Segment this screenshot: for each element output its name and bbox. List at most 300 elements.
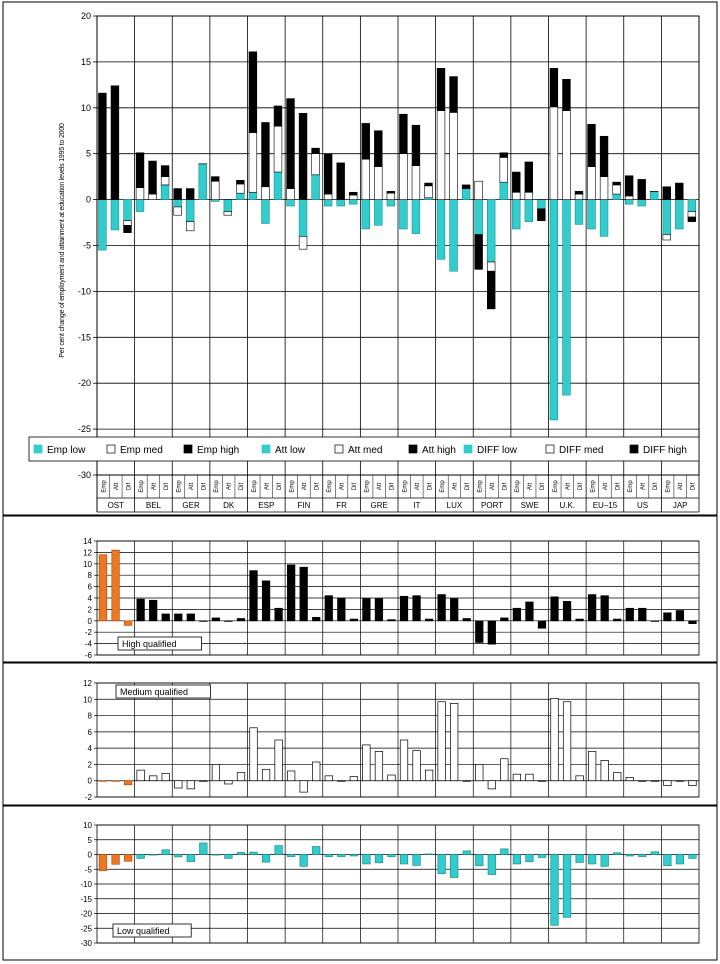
panel-bar xyxy=(338,781,346,782)
sub-label: Emp xyxy=(628,480,635,493)
panel-bar xyxy=(388,855,396,857)
main-bar-high xyxy=(412,125,420,165)
panel-bar xyxy=(476,621,484,643)
main-bar-med xyxy=(262,187,270,200)
main-bar-low xyxy=(161,185,169,200)
main-bar-high xyxy=(374,131,382,167)
sub-label: Att xyxy=(640,482,647,491)
main-bar-high xyxy=(475,234,483,269)
main-ytick-label: -25 xyxy=(77,424,91,435)
panel-bar xyxy=(225,621,233,622)
main-bar-low xyxy=(437,200,445,260)
sub-label: Att xyxy=(226,482,233,491)
panel-bar xyxy=(626,855,634,856)
main-bar-med xyxy=(550,107,558,200)
main-bar-low xyxy=(186,200,194,222)
panel-ytick-label: -2 xyxy=(84,793,92,802)
main-bar-low xyxy=(537,200,545,209)
main-bar-med xyxy=(349,195,357,200)
panel-bar xyxy=(99,555,107,621)
main-bar-med xyxy=(324,194,332,200)
main-bar-med xyxy=(563,111,571,200)
main-bar-med xyxy=(249,133,257,193)
panel-ytick-label: -2 xyxy=(84,628,92,638)
main-bar-med xyxy=(136,188,144,200)
panel-bar xyxy=(187,855,195,862)
panel-bar xyxy=(137,855,145,859)
panel-ytick-label: -15 xyxy=(80,894,92,904)
panel-bar xyxy=(563,855,571,918)
panel-bar xyxy=(275,608,283,621)
panel-bar xyxy=(613,619,621,621)
main-bar-low xyxy=(575,200,583,225)
panel-bar xyxy=(187,781,195,789)
panel-bar xyxy=(250,852,258,854)
panel-bar xyxy=(576,619,584,621)
panel-bar xyxy=(413,751,421,781)
sub-label: Emp xyxy=(251,480,258,493)
panel-bar xyxy=(563,601,571,620)
panel-bar xyxy=(400,740,408,781)
sub-label: Dif xyxy=(239,482,246,491)
panel-bar xyxy=(250,728,258,781)
panel-bar xyxy=(300,781,308,792)
panel-bar xyxy=(450,599,458,621)
main-bar-low xyxy=(400,200,408,229)
country-label: SWE xyxy=(520,501,539,510)
country-label: EU–15 xyxy=(592,501,618,510)
main-bar-low xyxy=(362,200,370,229)
panel-bar xyxy=(124,855,132,862)
country-label: ESP xyxy=(258,501,275,510)
panel-bar xyxy=(639,608,647,621)
country-label: PORT xyxy=(481,501,504,510)
main-bar-low xyxy=(450,200,458,272)
legend-swatch xyxy=(409,445,417,453)
sub-label: Emp xyxy=(552,480,559,493)
main-bar-low xyxy=(199,164,207,200)
main-bar-med xyxy=(613,185,621,194)
legend-entry: Att low xyxy=(275,445,306,456)
panel-bar xyxy=(676,781,684,782)
main-bar-med xyxy=(625,196,633,200)
country-label: LUX xyxy=(446,501,463,510)
panel-ytick-label: 10 xyxy=(83,559,92,569)
sub-label: Dif xyxy=(577,482,584,491)
legend-swatch xyxy=(630,445,638,453)
panel-bar xyxy=(325,596,333,621)
main-bar-low xyxy=(124,200,132,221)
panel-bar xyxy=(375,751,383,780)
main-ytick-label: 10 xyxy=(80,102,91,113)
main-bar-med xyxy=(186,222,194,231)
panel-bar xyxy=(601,596,609,621)
panel-bar xyxy=(262,581,270,621)
main-bar-high xyxy=(437,68,445,110)
panel-bar xyxy=(375,599,383,621)
main-bar-high xyxy=(161,166,169,177)
sub-label: Emp xyxy=(364,480,371,493)
panel-bar xyxy=(613,773,621,781)
main-bar-high xyxy=(174,189,182,200)
main-bar-low xyxy=(111,200,119,230)
main-bar-high xyxy=(487,271,495,309)
panel-bar xyxy=(513,855,521,864)
panel-bar xyxy=(275,846,283,855)
main-bar-low xyxy=(249,192,257,199)
main-bar-med xyxy=(362,159,370,199)
country-label: JAP xyxy=(672,501,688,510)
panel-ytick-label: 14 xyxy=(83,537,92,546)
sub-label: Att xyxy=(113,482,120,491)
panel-ytick-label: 0 xyxy=(87,616,92,626)
panel-bar xyxy=(538,621,546,628)
main-bar-med xyxy=(387,193,395,199)
panel-bar xyxy=(338,855,346,857)
panel-ytick-label: 5 xyxy=(87,835,92,845)
main-chart xyxy=(3,2,717,515)
legend-swatch xyxy=(184,445,192,453)
sub-label: Att xyxy=(301,482,308,491)
panel-bar xyxy=(137,770,145,781)
panel-bar xyxy=(200,621,208,622)
main-bar-med xyxy=(525,192,533,199)
country-label: FIN xyxy=(297,501,311,510)
panel-bar xyxy=(413,596,421,621)
panel-bar xyxy=(287,855,295,857)
sub-label: Dif xyxy=(427,482,434,491)
main-bar-high xyxy=(575,191,583,194)
main-bar-low xyxy=(224,200,232,212)
main-ytick-label: 5 xyxy=(85,148,91,159)
legend-entry: Emp med xyxy=(120,445,163,456)
main-bar-low xyxy=(349,200,357,205)
panel-bar xyxy=(212,618,220,621)
main-bar-high xyxy=(512,172,520,192)
main-ytick-label: 15 xyxy=(80,56,91,67)
panel-bar xyxy=(601,760,609,780)
sub-label: Dif xyxy=(389,482,396,491)
panel-bar xyxy=(237,852,245,854)
panel-ytick-label: -4 xyxy=(84,639,92,649)
panel-bar xyxy=(463,851,471,855)
main-bar-high xyxy=(400,114,408,153)
panel-bar xyxy=(413,855,421,866)
sub-label: Att xyxy=(565,482,572,491)
panel-bar xyxy=(112,855,120,865)
main-bar-high xyxy=(613,182,621,185)
panel-bar xyxy=(237,773,245,781)
panel-bar xyxy=(488,781,496,789)
panel-ytick-label: 4 xyxy=(87,744,92,754)
country-label: U.K. xyxy=(559,501,576,510)
country-label: OST xyxy=(107,501,125,510)
panel-ytick-label: 10 xyxy=(83,821,92,830)
panel-bar xyxy=(275,740,283,781)
panel-high xyxy=(3,516,717,662)
panel-bar xyxy=(651,781,659,782)
main-bar-med xyxy=(274,126,282,172)
panel-bar xyxy=(551,698,559,780)
main-bar-low xyxy=(337,200,345,206)
main-ytick-label: -10 xyxy=(77,286,91,297)
panel-bar xyxy=(200,781,208,782)
panel-bar xyxy=(124,781,132,785)
main-bar-low xyxy=(550,200,558,420)
main-bar-low xyxy=(387,200,395,206)
panel-bar xyxy=(250,571,258,621)
sub-label: Dif xyxy=(352,482,359,491)
main-bar-low xyxy=(512,200,520,229)
sub-label: Emp xyxy=(214,480,221,493)
panel-bar xyxy=(225,781,233,784)
main-bar-med xyxy=(161,177,169,185)
sub-label: Dif xyxy=(201,482,208,491)
main-bar-low xyxy=(287,200,295,206)
panel-bar xyxy=(563,702,571,781)
main-bar-low xyxy=(236,193,244,199)
main-bar-high xyxy=(588,124,596,166)
panel-bar xyxy=(651,852,659,855)
sub-label: Emp xyxy=(402,480,409,493)
panel-bar xyxy=(338,598,346,621)
main-bar-high xyxy=(425,183,433,186)
main-bar-med xyxy=(487,262,495,271)
panel-bar xyxy=(312,847,320,855)
panel-bar xyxy=(112,781,120,782)
main-bar-low xyxy=(625,200,633,205)
main-bar-high xyxy=(186,189,194,200)
panel-bar xyxy=(425,854,433,855)
sub-label: Emp xyxy=(515,480,522,493)
panel-bar xyxy=(438,595,446,621)
main-bar-low xyxy=(475,200,483,235)
panel-ytick-label: 4 xyxy=(87,594,92,603)
panel-ytick-label: 8 xyxy=(87,571,92,581)
panel-bar xyxy=(149,600,157,621)
main-bar-med xyxy=(299,236,307,249)
panel-bar xyxy=(588,595,596,621)
panel-bar xyxy=(664,781,672,786)
panel-bar xyxy=(287,771,295,781)
main-bar-low xyxy=(374,200,382,226)
main-bar-high xyxy=(312,148,320,154)
legend-entry: Att med xyxy=(348,445,383,456)
main-bar-med xyxy=(512,192,520,199)
country-label: BEL xyxy=(145,501,161,510)
main-bar-high xyxy=(136,153,144,188)
main-bar-low xyxy=(274,172,282,200)
main-bar-high xyxy=(324,154,332,194)
main-bar-high xyxy=(211,177,219,182)
panel-bar xyxy=(476,855,484,866)
panel-bar xyxy=(175,781,183,788)
panel-bar xyxy=(262,769,270,780)
main-bar-low xyxy=(312,175,320,200)
sub-label: Att xyxy=(264,482,271,491)
main-bar-low xyxy=(99,200,107,250)
panel-bar xyxy=(350,619,358,621)
main-bar-high xyxy=(663,187,671,200)
panel-bar xyxy=(513,608,521,621)
panel-bar xyxy=(124,621,132,626)
sub-label: Att xyxy=(151,482,158,491)
main-bar-high xyxy=(362,123,370,159)
main-bar-high xyxy=(287,99,295,189)
sub-label: Emp xyxy=(439,480,446,493)
main-bar-high xyxy=(337,163,345,200)
legend-entry: DIFF med xyxy=(559,445,604,456)
sub-label: Emp xyxy=(665,480,672,493)
main-bar-high xyxy=(688,217,696,222)
main-ytick-label: -30 xyxy=(77,470,91,480)
panel-bar xyxy=(175,614,183,621)
panel-bar xyxy=(287,565,295,621)
main-bar-low xyxy=(613,194,621,200)
main-bar-low xyxy=(525,200,533,222)
legend-entry: Emp low xyxy=(47,445,86,456)
main-bar-med xyxy=(224,212,232,216)
panel-bar xyxy=(425,770,433,781)
main-bar-med xyxy=(287,189,295,200)
panel-bar xyxy=(99,855,107,871)
sub-label: Dif xyxy=(464,482,471,491)
main-bar-low xyxy=(462,189,470,200)
panel-bar xyxy=(137,599,145,621)
panel-bar xyxy=(363,599,371,621)
main-bar-high xyxy=(124,225,132,232)
panel-bar xyxy=(588,751,596,780)
main-ytick-label: 20 xyxy=(80,11,91,21)
main-ytick-label: -15 xyxy=(77,332,91,343)
country-label: GER xyxy=(182,501,200,510)
legend-swatch xyxy=(262,445,270,453)
main-bar-med xyxy=(425,186,433,198)
sub-label: Emp xyxy=(101,480,108,493)
panel-bar xyxy=(237,619,245,621)
main-bar-high xyxy=(249,52,257,133)
panel-bar xyxy=(363,855,371,864)
main-bar-med xyxy=(688,212,696,218)
main-bar-med xyxy=(211,181,219,199)
panel-bar xyxy=(162,773,170,780)
main-bar-high xyxy=(236,180,244,184)
main-bar-med xyxy=(374,167,382,200)
main-bar-high xyxy=(638,179,646,199)
main-bar-low xyxy=(412,200,420,234)
panel-ytick-label: 12 xyxy=(83,679,92,688)
panel-bar xyxy=(538,781,546,782)
panel-med xyxy=(3,663,717,805)
main-bar-low xyxy=(650,191,658,199)
main-bar-low xyxy=(588,200,596,229)
main-bar-low xyxy=(324,200,332,206)
main-ytick-label: -20 xyxy=(77,378,91,389)
main-bar-high xyxy=(99,93,107,199)
panel-bar xyxy=(300,567,308,621)
legend-swatch xyxy=(464,445,472,453)
main-bar-high xyxy=(299,113,307,199)
panel-bar xyxy=(501,759,509,781)
panel-title: Medium qualified xyxy=(120,687,189,697)
main-bar-high xyxy=(349,192,357,195)
panel-bar xyxy=(639,855,647,857)
panel-bar xyxy=(212,855,220,856)
sub-label: Dif xyxy=(163,482,170,491)
panel-bar xyxy=(450,703,458,780)
panel-bar xyxy=(212,764,220,780)
panel-bar xyxy=(149,855,157,856)
panel-bar xyxy=(450,855,458,878)
panel-bar xyxy=(588,855,596,864)
panel-bar xyxy=(200,843,208,855)
panel-bar xyxy=(664,613,672,621)
panel-bar xyxy=(613,853,621,855)
panel-title: Low qualified xyxy=(117,926,170,936)
panel-bar xyxy=(488,855,496,875)
panel-bar xyxy=(162,850,170,855)
sub-label: Emp xyxy=(590,480,597,493)
main-bar-high xyxy=(675,183,683,200)
panel-bar xyxy=(312,762,320,781)
panel-bar xyxy=(438,855,446,874)
legend-swatch xyxy=(107,445,115,453)
panel-bar xyxy=(651,621,659,622)
panel-bar xyxy=(676,611,684,621)
legend-swatch xyxy=(335,445,343,453)
legend-entry: Emp high xyxy=(197,445,240,456)
main-bar-med xyxy=(575,194,583,200)
sub-label: Att xyxy=(452,482,459,491)
panel-ytick-label: 2 xyxy=(87,760,92,770)
panel-bar xyxy=(576,776,584,781)
main-bar-high xyxy=(462,185,470,189)
main-bar-med xyxy=(312,154,320,175)
panel-bar xyxy=(513,774,521,781)
panel-ytick-label: -20 xyxy=(80,909,92,919)
panel-bar xyxy=(664,855,672,866)
main-bar-low xyxy=(136,200,144,212)
panel-bar xyxy=(501,618,509,621)
panel-ytick-label: 6 xyxy=(87,582,92,592)
sub-label: Dif xyxy=(126,482,133,491)
main-bar-med xyxy=(663,234,671,240)
main-bar-low xyxy=(638,200,646,206)
main-bar-low xyxy=(663,200,671,235)
panel-bar xyxy=(175,855,183,857)
panel-bar xyxy=(538,855,546,858)
legend-swatch xyxy=(34,445,42,453)
panel-bar xyxy=(162,614,170,621)
sub-label: Att xyxy=(490,482,497,491)
panel-bar xyxy=(526,602,534,621)
main-bar-med xyxy=(124,221,132,226)
main-ytick-label: 0 xyxy=(85,194,91,205)
panel-ytick-label: -5 xyxy=(84,865,92,875)
panel-ytick-label: 0 xyxy=(87,776,92,786)
main-bar-high xyxy=(450,77,458,113)
panel-bar xyxy=(325,776,333,781)
sub-label: Dif xyxy=(690,482,697,491)
main-bar-low xyxy=(563,200,571,396)
sub-label: Emp xyxy=(138,480,145,493)
panel-bar xyxy=(388,620,396,621)
panel-ytick-label: 8 xyxy=(87,711,92,721)
sub-label: Emp xyxy=(176,480,183,493)
panel-bar xyxy=(551,597,559,621)
sub-label: Dif xyxy=(502,482,509,491)
main-bar-med xyxy=(475,181,483,199)
